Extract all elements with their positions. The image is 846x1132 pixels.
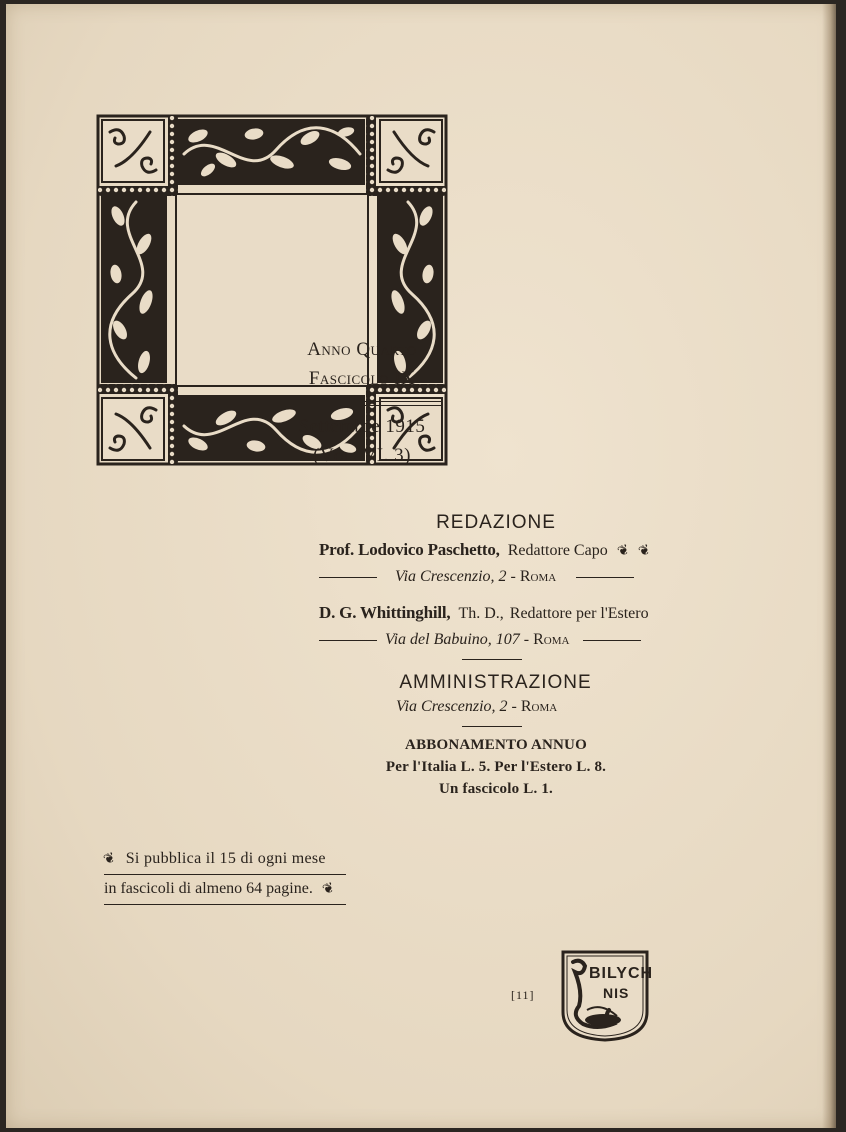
amministrazione-city: - Roma	[511, 698, 558, 715]
abbonamento-heading: ABBONAMENTO ANNUO	[405, 737, 587, 753]
notice-rule-bottom	[104, 904, 346, 905]
fleuron-icon: ❦	[637, 542, 654, 561]
editor2-street: Via del Babuino, 107	[385, 631, 520, 648]
editor1-address-line	[319, 568, 634, 586]
frame-title-block	[268, 302, 456, 492]
editor2-role: Redattore per l'Estero	[509, 605, 649, 622]
address-rule-right	[583, 640, 641, 641]
amministrazione-heading: AMMINISTRAZIONE	[399, 672, 592, 693]
editor2-name: D. G. Whittinghill,	[319, 603, 451, 622]
redazione-heading: REDAZIONE	[436, 512, 556, 533]
svg-text:NIS: NIS	[603, 985, 630, 1001]
abbonamento-single: Un fascicolo L. 1.	[438, 781, 553, 797]
page-edge-shadow	[822, 4, 836, 1128]
address-rule-left	[319, 640, 377, 641]
section-divider	[462, 726, 522, 727]
editor2-city: - Roma	[523, 631, 570, 648]
issue-number: Fascicolo IX	[308, 368, 416, 389]
amministrazione-address	[396, 698, 557, 716]
address-rule-left	[319, 577, 377, 578]
editor2-line	[319, 603, 649, 623]
editor1-line	[319, 540, 654, 561]
fleuron-icon: ❦	[320, 880, 337, 899]
page-sheet	[6, 4, 836, 1128]
editor2-title: Th. D.,	[458, 605, 504, 622]
editor1-role: Redattore Capo	[507, 542, 608, 559]
ornamental-frame	[96, 114, 448, 466]
notice-line-1: ❦ Si pubblica il 15 di ogni mese	[101, 850, 326, 869]
issue-volume: (Vol. VI. 3)	[313, 445, 411, 466]
editor1-street: Via Crescenzio, 2	[395, 568, 507, 585]
issue-date: Settembre 1915	[298, 416, 426, 437]
bilychnis-logo	[559, 948, 651, 1043]
frame-divider	[283, 401, 441, 406]
svg-text:BILYCH: BILYCH	[589, 965, 651, 982]
editor1-name: Prof. Lodovico Paschetto,	[319, 540, 500, 559]
abbonamento-prices: Per l'Italia L. 5. Per l'Estero L. 8.	[385, 759, 607, 775]
notice-rule-top	[104, 874, 346, 875]
notice-line-2: in fascicoli di almeno 64 pagine. ❦	[104, 880, 337, 899]
address-rule-right	[576, 577, 634, 578]
page-number: [11]	[511, 988, 535, 1002]
fleuron-icon: ❦	[615, 542, 632, 561]
issue-year: Anno Quarto	[307, 339, 417, 360]
amministrazione-street: Via Crescenzio, 2	[396, 698, 508, 715]
fleuron-icon: ❦	[101, 850, 118, 869]
editor2-address-line	[319, 631, 641, 649]
editor1-city: - Roma	[510, 568, 557, 585]
logo-art	[559, 948, 651, 1043]
section-divider	[462, 659, 522, 660]
